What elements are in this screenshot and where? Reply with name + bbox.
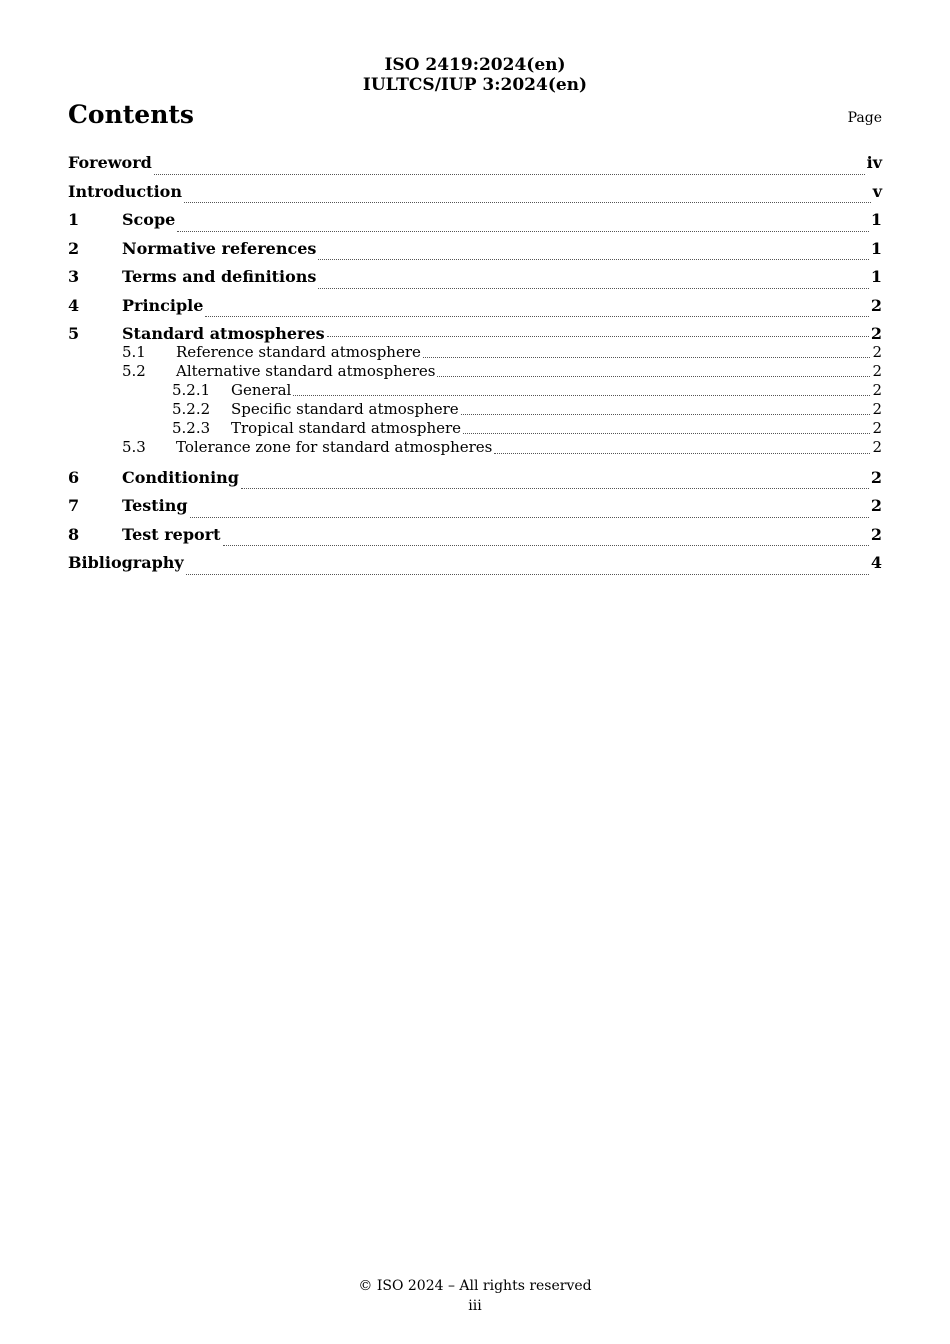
page-number: iii <box>468 1298 482 1314</box>
toc-entry-page[interactable]: v <box>872 181 882 201</box>
toc-entry-number: 6 <box>68 467 80 487</box>
toc-entry[interactable] <box>68 438 882 457</box>
toc-entry-page[interactable]: 2 <box>872 419 882 438</box>
document-header <box>0 55 950 95</box>
toc-entry[interactable] <box>68 362 882 381</box>
toc-entry-title[interactable]: Specific standard atmosphere <box>231 400 459 419</box>
toc-entry-page[interactable]: 1 <box>870 267 882 286</box>
toc-entry-number: 2 <box>68 238 80 258</box>
toc-entry-number: 5.1 <box>122 342 146 361</box>
toc-entry-page[interactable]: 1 <box>870 210 882 229</box>
toc-entry-page[interactable]: 2 <box>870 496 882 516</box>
toc-entry[interactable] <box>68 419 882 438</box>
toc-entry-number: 1 <box>68 210 80 229</box>
toc-entry[interactable] <box>68 152 882 181</box>
toc-entry-number: 3 <box>68 267 80 286</box>
dot-leader <box>494 453 870 454</box>
toc-entry-title[interactable]: Introduction <box>68 181 182 201</box>
toc-entry[interactable] <box>68 266 882 295</box>
dot-leader <box>293 395 870 396</box>
table-of-contents <box>68 152 882 581</box>
toc-entry-title[interactable]: Tolerance zone for standard atmospheres <box>176 438 493 457</box>
toc-entry-page[interactable]: 2 <box>872 438 882 457</box>
toc-entry-number: 5.2.2 <box>172 400 211 419</box>
toc-entry-page[interactable]: iv <box>866 153 882 172</box>
toc-entry-number: 5.3 <box>122 438 146 457</box>
dot-leader <box>461 414 871 415</box>
toc-entry-title[interactable]: Normative references <box>122 238 317 258</box>
standard-id-iultcs: IULTCS/IUP 3:2024(en) <box>362 75 588 95</box>
toc-entry-page[interactable]: 2 <box>870 295 882 315</box>
dot-leader <box>186 574 869 575</box>
toc-entry-number: 8 <box>68 524 80 544</box>
toc-entry-number: 5.2.3 <box>172 419 211 438</box>
dot-leader <box>318 259 868 260</box>
dot-leader <box>223 545 869 546</box>
copyright-notice: © ISO 2024 – All rights reserved <box>358 1278 592 1294</box>
dot-leader <box>318 288 868 289</box>
toc-entry[interactable] <box>68 400 882 419</box>
toc-entry[interactable] <box>68 323 882 343</box>
dot-leader <box>184 202 871 203</box>
toc-entry[interactable] <box>68 381 882 400</box>
toc-entry-title[interactable]: Terms and definitions <box>122 267 317 286</box>
toc-entry-title[interactable]: General <box>231 380 292 399</box>
toc-entry[interactable] <box>68 467 882 496</box>
toc-entry-title[interactable]: Tropical standard atmosphere <box>231 419 462 438</box>
toc-entry-page[interactable]: 2 <box>872 361 882 380</box>
toc-entry-page[interactable]: 2 <box>872 342 882 361</box>
toc-entry-title[interactable]: Principle <box>122 295 204 315</box>
toc-entry[interactable] <box>68 209 882 238</box>
toc-entry-page[interactable]: 4 <box>870 553 882 573</box>
toc-entry[interactable] <box>68 552 882 581</box>
toc-entry-title[interactable]: Alternative standard atmospheres <box>176 361 436 380</box>
toc-entry-page[interactable]: 2 <box>872 400 882 419</box>
page-footer <box>0 1276 950 1316</box>
contents-heading: Contents <box>68 100 195 129</box>
toc-entry-title[interactable]: Foreword <box>68 153 152 172</box>
toc-entry-title[interactable]: Reference standard atmosphere <box>176 342 421 361</box>
toc-entry-page[interactable]: 1 <box>870 238 882 258</box>
toc-entry-number: 5.2.1 <box>172 380 211 399</box>
toc-entry-title[interactable]: Conditioning <box>122 467 239 487</box>
toc-entry-number: 5.2 <box>122 361 146 380</box>
toc-entry-title[interactable]: Testing <box>122 496 188 516</box>
dot-leader <box>423 357 871 358</box>
toc-entry-page[interactable]: 2 <box>870 324 882 343</box>
toc-entry[interactable] <box>68 238 882 267</box>
dot-leader <box>205 316 868 317</box>
dot-leader <box>154 174 865 175</box>
standard-id-iso: ISO 2419:2024(en) <box>384 55 566 75</box>
toc-entry-number: 7 <box>68 496 80 516</box>
toc-entry-title[interactable]: Test report <box>122 524 221 544</box>
toc-entry[interactable] <box>68 295 882 324</box>
page-column-label: Page <box>847 110 882 126</box>
toc-entry[interactable] <box>68 524 882 553</box>
dot-leader <box>437 376 870 377</box>
toc-entry[interactable] <box>68 495 882 524</box>
toc-entry-page[interactable]: 2 <box>872 380 882 399</box>
toc-entry[interactable] <box>68 181 882 210</box>
dot-leader <box>177 231 869 232</box>
toc-entry-title[interactable]: Bibliography <box>68 553 184 573</box>
toc-entry-title[interactable]: Scope <box>122 210 176 229</box>
dot-leader <box>327 336 869 337</box>
dot-leader <box>463 433 870 434</box>
dot-leader <box>241 488 869 489</box>
toc-entry-page[interactable]: 2 <box>870 467 882 487</box>
dot-leader <box>190 517 869 518</box>
toc-entry-title[interactable]: Standard atmospheres <box>122 324 325 343</box>
toc-entry-number: 4 <box>68 295 80 315</box>
toc-entry-page[interactable]: 2 <box>870 524 882 544</box>
toc-entry[interactable] <box>68 343 882 362</box>
toc-entry-number: 5 <box>68 324 80 343</box>
